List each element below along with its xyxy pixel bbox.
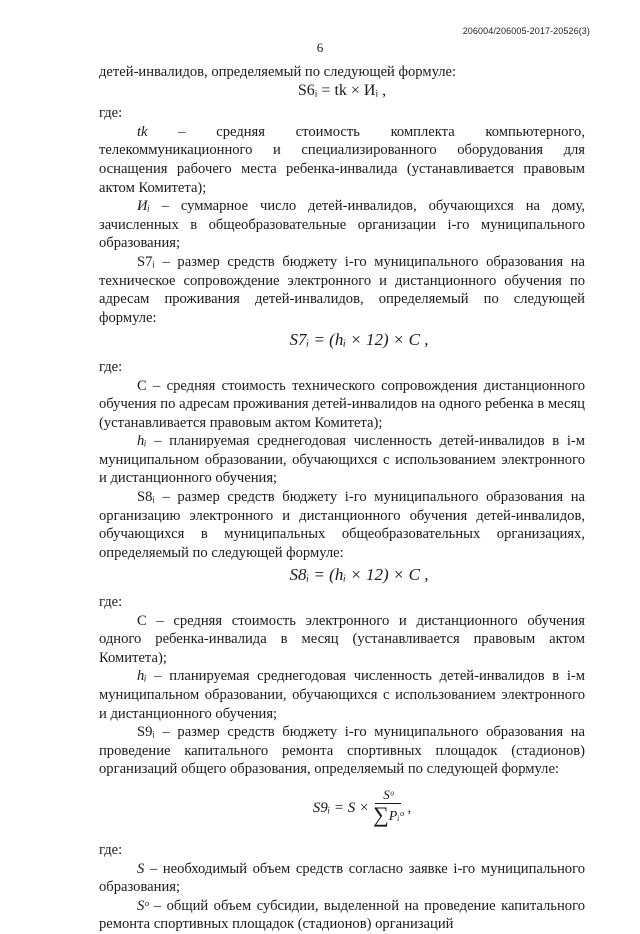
definition-S8-text: – размер средств бюджету i-го муниципального образования на организацию электронного и дистанционного обучения детей-инвалидов, обучающихся в муниципальных общеобразовательных организациях, определяемый по следующей формуле: [99,489,585,561]
definition-tk-text: – средняя стоимость комплекта компьютерного, телекоммуникационного и специализированного оборудования для оснащения рабочего места ребенка-инвалида (устанавливается правовым актом Комитета); [99,123,585,196]
formula-s9-fraction [373,788,403,828]
definition-S8 [99,488,585,562]
definition-C2: C – средняя стоимость электронного и дистанционного обучения одного ребенка-инвалида в месяц (устанавливается правовым актом Комитета); [99,612,585,666]
definition-S9 [99,723,585,779]
definition-h1-text: – планируемая среднегодовая численность детей-инвалидов в i-м муниципальном образовании, обучающихся с использованием электронного и дистанционного обучения; [99,433,585,487]
formula-s9 [139,783,585,833]
term-S7: S7ᵢ [137,253,155,270]
definition-C1: C – средняя стоимость технического сопровождения дистанционного обучения по адресам проживания детей-инвалидов на одного ребенка в месяц (устанавливается правовым актом Комитета); [99,377,585,431]
definition-So-text: – общий объем субсидии, выделенной на проведение капитального ремонта спортивных площадок (стадионов) организаций [99,897,585,933]
definition-S9-text: – размер средств бюджету i-го муниципального образования на проведение капитального ремонта спортивных площадок (стадионов) организаций общего образования, определяемый по следующей формуле: [99,724,585,778]
definition-S7 [99,253,585,327]
formula-s9-den-term: Pᵢᵒ [388,808,404,824]
term-tk: tk [137,123,148,140]
term-h1: hᵢ [137,433,147,450]
sum-symbol: ∑ [373,801,389,827]
document-body [99,63,585,934]
term-h2: hᵢ [137,668,147,685]
formula-s8: S8ᵢ = (hᵢ × 12) × C , [289,565,429,585]
formula-s9-denominator [373,801,404,828]
formula-s9-left: S9ᵢ = S × [312,799,370,816]
formula-s6: S6ᵢ = tk × Иᵢ , [297,81,387,99]
document-reference: 206004/206005-2017-20526(3) [462,26,590,36]
formula-s9-end: , [407,799,412,816]
term-So: Sᵒ [137,897,149,914]
page-number: 6 [316,40,324,55]
definition-h1 [99,432,585,488]
definition-I [99,197,585,253]
formula-s9-numerator: Sᵒ [375,788,401,804]
where-label: где: [99,594,123,611]
term-S9: S9ᵢ [137,724,155,741]
where-label: где: [99,358,123,375]
formula-s7: S7ᵢ = (hᵢ × 12) × C , [289,330,429,350]
definition-S [99,860,585,897]
definition-S7-text: – размер средств бюджету i-го муниципального образования на техническое сопровождение электронного и дистанционного обучения по адресам проживания детей-инвалидов, определяемый по следующей формуле: [99,253,585,326]
definition-h2 [99,667,585,723]
where-label: где: [99,105,123,122]
definition-h2-text: – планируемая среднегодовая численность детей-инвалидов в i-м муниципальном образовании, обучающихся с использованием электронного и дистанционного обучения; [99,668,585,722]
definition-So [99,897,585,934]
definition-I-text: – суммарное число детей-инвалидов, обучающихся на дому, зачисленных в общеобразовательные организации i-го муниципального образования; [99,198,585,252]
intro-line: детей-инвалидов, определяемый по следующей формуле: [99,64,457,80]
where-label: где: [99,841,123,858]
term-S: S [137,860,145,877]
definition-tk [99,123,585,197]
term-S8: S8ᵢ [137,489,155,506]
term-I: Иᵢ [137,198,150,215]
definition-S-text: – необходимый объем средств согласно заявке i-го муниципального образования; [99,860,585,896]
